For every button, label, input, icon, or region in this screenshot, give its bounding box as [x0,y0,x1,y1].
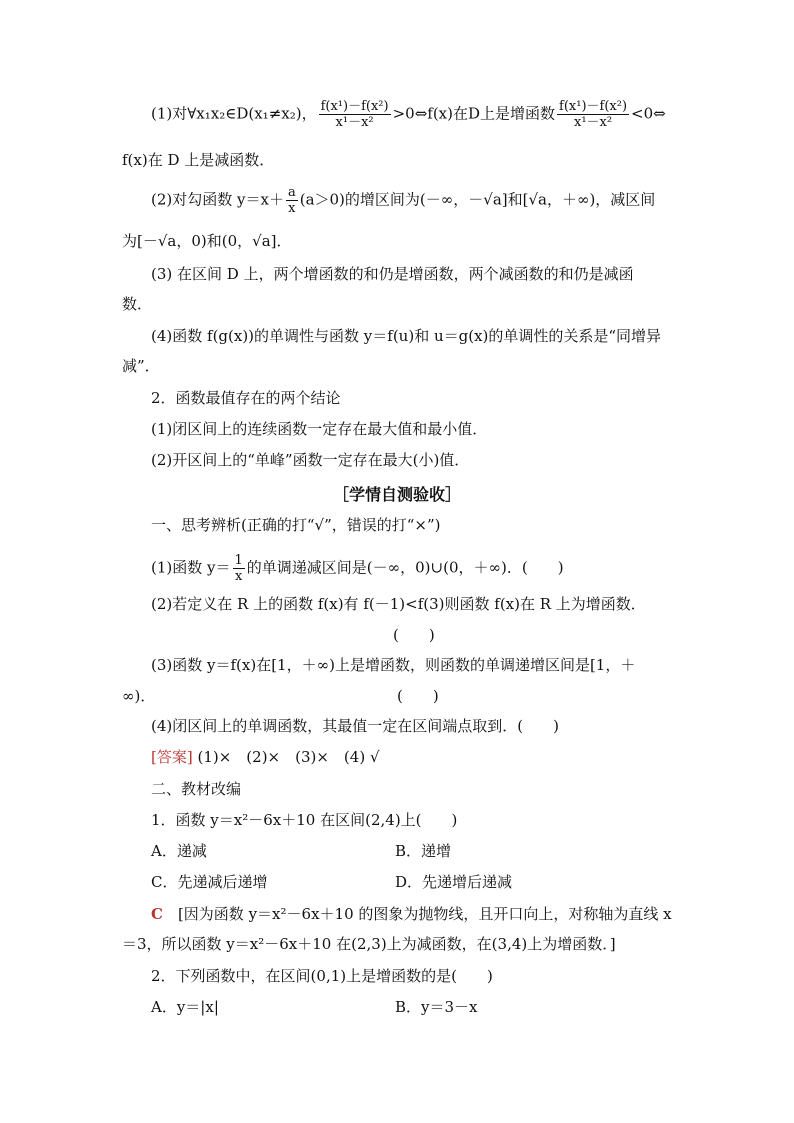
question-2-1-explanation-line1 [151,904,672,924]
question-2-1-option-c: C．先递减后递增 [151,873,268,891]
answer-tag: [答案] [151,748,193,766]
part-2-title: 二、教材改编 [151,780,242,798]
section-2-title: 2．函数最值存在的两个结论 [151,389,341,407]
fraction-1-over-x [233,553,245,584]
conclusion-2-line1 [151,185,655,216]
question-1-3-line1: (3)函数 y＝f(x)在[1，＋∞)上是增函数，则函数的单调递增区间是[1，＋ [151,656,636,674]
question-1-1-prefix: (1)函数 y＝ [151,558,231,577]
section-2-item-1: (1)闭区间上的连续函数一定存在最大值和最小值． [151,420,488,438]
answer-text: (1)× (2)× (3)× (4) √ [192,748,380,766]
question-1-1-suffix: 的单调递减区间是(－∞，0)∪(0，＋∞)．( ) [246,558,564,577]
fraction-numerator: f(x¹)－f(x²) [320,99,389,114]
question-2-2-option-a: A．y＝|x| [151,998,219,1016]
fraction-denominator: x¹－x² [335,115,374,130]
conclusion-1-middle: >0⇔f(x)在D上是增函数 [392,104,556,123]
conclusion-2-prefix: (2)对勾函数 y＝x＋ [151,190,284,209]
question-2-1-option-d: D．先递增后递减 [395,873,513,891]
question-1-1 [151,553,564,584]
conclusion-3-line1: (3) 在区间 D 上，两个增函数的和仍是增函数，两个减函数的和仍是减函 [151,265,634,283]
conclusion-1-line1 [151,99,666,130]
question-1-2-answer-blank: ( ) [393,626,435,644]
fraction-numerator: f(x¹)－f(x²) [559,99,628,114]
question-2-2-stem: 2．下列函数中，在区间(0,1)上是增函数的是( ) [151,967,493,985]
question-2-1-stem: 1．函数 y＝x²－6x＋10 在区间(2,4)上( ) [151,811,458,829]
question-2-1-answer: C [151,905,163,923]
fraction-denominator: x [288,201,296,216]
question-2-1-option-b: B．递增 [395,842,452,860]
fraction-difference-quotient-1 [319,99,391,130]
fraction-a-over-x [286,185,298,216]
conclusion-2-line2: 为[－√a，0)和(0，√a]． [122,232,292,250]
question-1-3-line2: ∞)． [122,687,156,705]
part-1-title: 一、思考辨析(正确的打“√”，错误的打“×”) [151,516,441,534]
conclusion-1-line2: f(x)在 D 上是减函数． [122,151,275,169]
conclusion-2-suffix: (a＞0)的增区间为(－∞，－√a]和[√a，＋∞)，减区间 [299,190,656,209]
fraction-difference-quotient-2 [557,99,629,130]
conclusion-1-prefix: (1)对∀x₁x₂∈D(x₁≠x₂)， [151,104,317,123]
fraction-numerator: 1 [234,553,243,568]
section-2-item-2: (2)开区间上的“单峰”函数一定存在最大(小)值． [151,451,470,469]
question-1-2-line1: (2)若定义在 R 上的函数 f(x)有 f(－1)<f(3)则函数 f(x)在 R 上为增函数． [151,595,646,613]
section-heading: ［学情自测验收］ [332,485,461,504]
question-1-4: (4)闭区间上的单调函数，其最值一定在区间端点取到．( ) [151,717,559,735]
conclusion-1-suffix: <0⇔ [631,104,666,123]
question-1-3-answer-blank: ( ) [397,687,439,705]
fraction-denominator: x [234,569,243,584]
answer-line [151,747,380,767]
conclusion-4-line2: 减”． [122,357,160,375]
conclusion-3-line2: 数． [122,295,153,313]
conclusion-4-line1: (4)函数 f(g(x))的单调性与函数 y＝f(u)和 u＝g(x)的单调性的关系是“同增异 [151,327,662,345]
explanation-text: [因为函数 y＝x²－6x＋10 的图象为抛物线，且开口向上，对称轴为直线 x [162,905,672,923]
fraction-denominator: x¹－x² [573,115,613,130]
question-2-1-option-a: A．递减 [151,842,207,860]
question-2-1-explanation-line2: ＝3，所以函数 y＝x²－6x＋10 在(2,3)上为减函数，在(3,4)上为增函数．] [122,935,616,953]
fraction-numerator: a [287,185,296,200]
question-2-2-option-b: B．y＝3－x [395,998,478,1016]
